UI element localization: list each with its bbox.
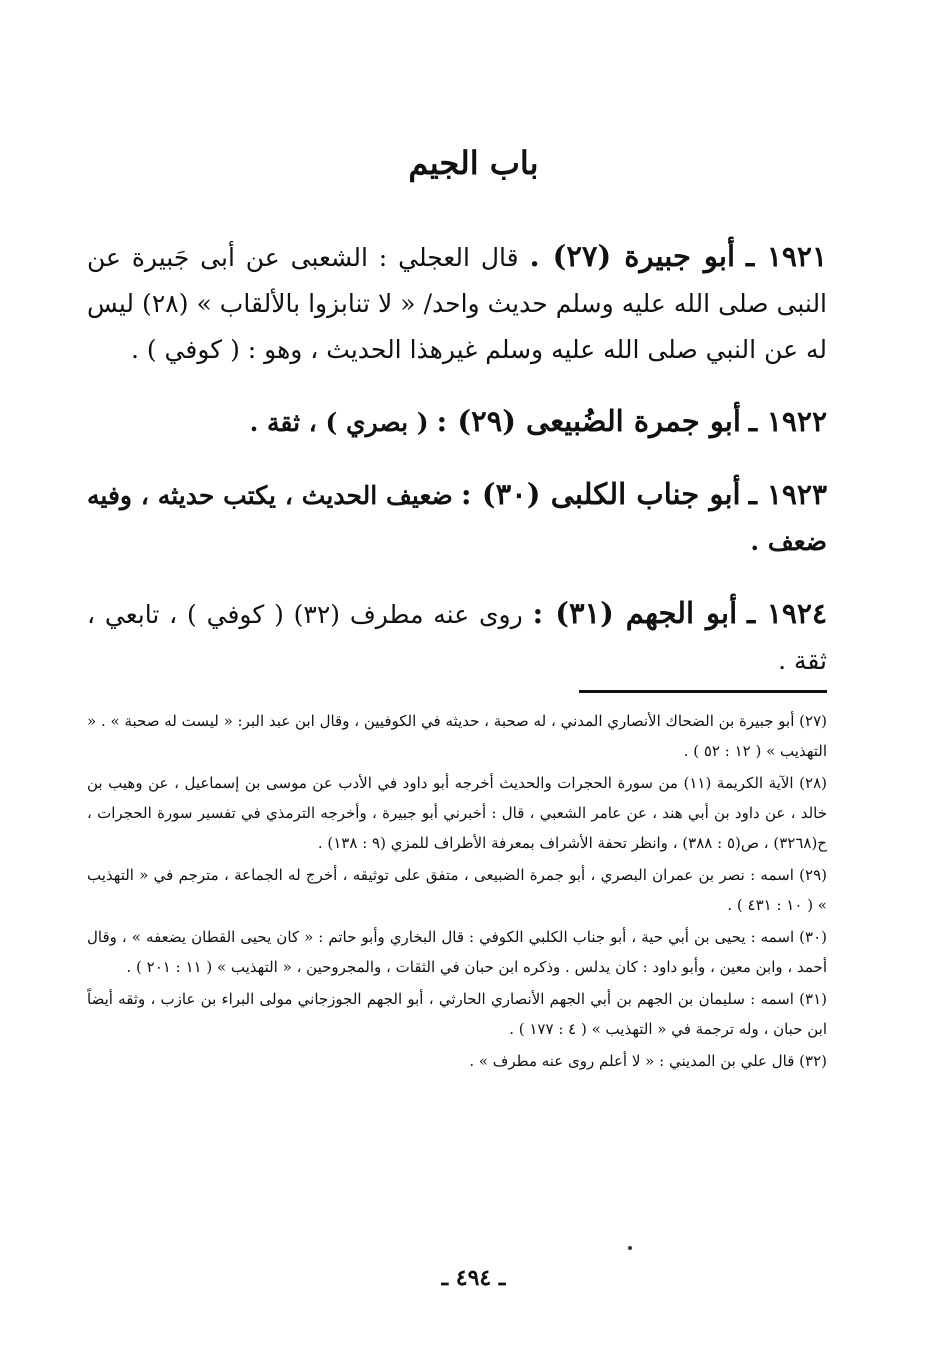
footnote-31: (٣١) اسمه : سليمان بن الجهم بن أبي الجهم الأنصاري الحارثي ، أبو الجهم الجوزجاني مولى البراء بن عازب ، وثقه أيضاً ابن حبان ، وله ترجمة في « التهذيب » ( ٤ : ١٧٧ ) . <box>87 990 827 1038</box>
footnote-30: (٣٠) اسمه : يحيى بن أبي حية ، أبو جناب الكلبي الكوفي : قال البخاري وأبو حاتم : « كان يحيى القطان يضعفه » ، وقال أحمد ، وابن معين ، وأبو داود : كان يدلس . وذكره ابن حبان في الثقات ، والمجروحين ، « التهذيب » ( ١١ : ٢٠١ ) . <box>87 928 827 976</box>
footnote-28: (٢٨) الآية الكريمة (١١) من سورة الحجرات والحديث أخرجه أبو داود في الأدب عن موسى بن إسماعيل ، عن وهيب بن خالد ، عن داود بن أبي هند ، عن عامر الشعبي ، قال : أخبرني أبو جبيرة ، وأخرجه الترمذي في تفسير سورة الحجرات ، ح(٣٢٦٨) ، ص(٥ : ٣٨٨) ، وانظر تحفة الأشراف بمعرفة الأطراف للمزي (٩ : ١٣٨) . <box>87 774 827 852</box>
entry-name: أبو جمرة الضُبيعى (٢٩) : <box>436 404 741 438</box>
footnote-32: (٣٢) قال علي بن المديني : « لا أعلم روى عنه مطرف » . <box>469 1052 827 1070</box>
entry-text: قال العجلي : الشعبى عن أبى جَبيرة عن النبى صلى الله عليه وسلم حديث واحد/ « لا تنابزوا بالألقاب » (٢٨) ليس له عن النبي صلى الله عليه وسلم غيرهذا الحديث ، وهو : ( كوفي ) . <box>87 243 828 364</box>
entry-name: أبو جناب الكلبى (٣٠) : <box>460 477 741 511</box>
entry-name: أبو جبيرة (٢٧) . <box>529 239 736 273</box>
entry-text: روى عنه مطرف (٣٢) ( كوفي ) ، تابعي ، ثقة . <box>87 600 827 675</box>
entry-1924 <box>87 590 827 684</box>
page-number: ـ ٤٩٤ ـ <box>441 1265 506 1291</box>
footnotes <box>87 706 827 1078</box>
entry-1923 <box>87 471 827 565</box>
entry-name: أبو الجهم (٣١) : <box>532 596 738 630</box>
entry-text: ضعيف الحديث ، يكتب حديثه ، وفيه ضعف . <box>87 481 827 556</box>
chapter-title: باب الجيم <box>408 144 539 182</box>
footnote-27: (٢٧) أبو جبيرة بن الضحاك الأنصاري المدني ، له صحبة ، حديثه في الكوفيين ، وقال ابن عبد البر: « ليست له صحبة » . « التهذيب » ( ١٢ : ٥٢ ) . <box>87 712 827 760</box>
entry-number: ١٩٢٢ ـ <box>748 405 827 438</box>
entry-text: ( بصري ) ، ثقة . <box>249 408 429 437</box>
entry-number: ١٩٢٤ ـ <box>747 597 827 630</box>
entries-list <box>87 208 827 704</box>
entry-number: ١٩٢٣ ـ <box>748 478 827 511</box>
footnote-divider <box>579 690 827 693</box>
entry-number: ١٩٢١ ـ <box>745 240 827 273</box>
entry-1921 <box>87 233 827 373</box>
ink-speck <box>628 1246 632 1250</box>
entry-1922 <box>87 398 827 446</box>
footnote-29: (٢٩) اسمه : نصر بن عمران البصري ، أبو جمرة الضبيعى ، متفق على توثيقه ، أخرج له الجماعة ، مترجم في « التهذيب » ( ١٠ : ٤٣١ ) . <box>87 866 827 914</box>
